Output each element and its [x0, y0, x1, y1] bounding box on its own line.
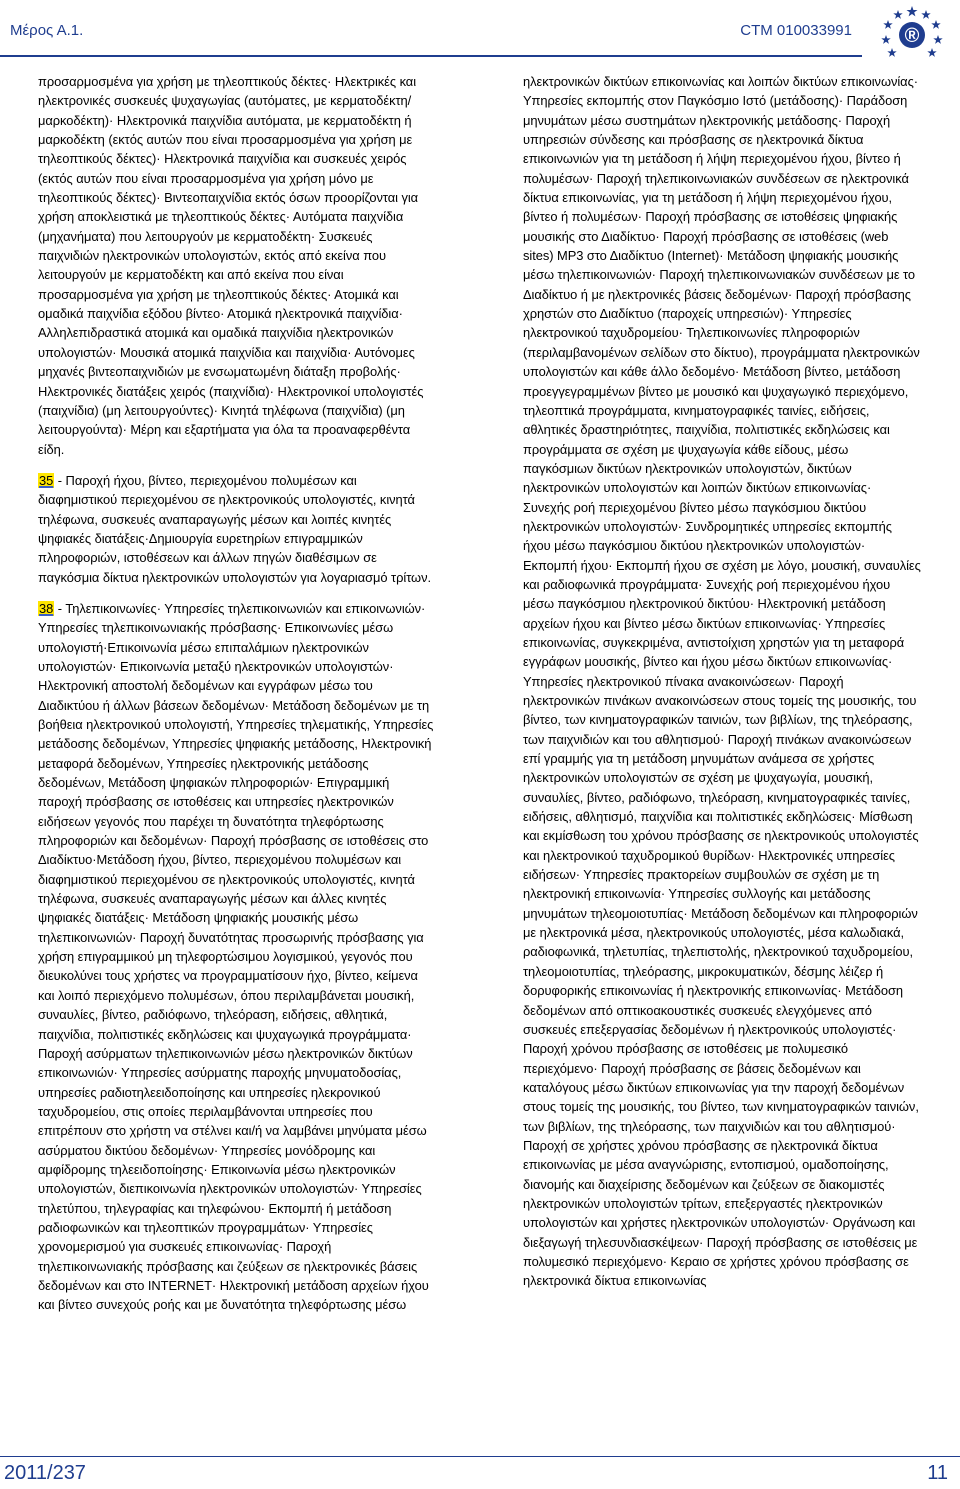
class-38-number: 38	[39, 600, 54, 616]
paragraph-class-38-continued: ηλεκτρονικών δικτύων επικοινωνίας και λοιπών δικτύων επικοινωνίας· Υπηρεσίες εκπομπής στον Παγκόσμιο Ιστό (μετάδοσης)· Παράδοση μηνυμάτων μέσω συστημάτων ηλεκτρονικής μετάδοσης· Παροχή υπηρεσιών σύνδεσης και πρόσβασης σε ηλεκτρονικά δίκτυα επικοινωνιών για τη μετάδοση ή λήψη περιεχομένου ήχου, βίντεο ή πολυμέσων· Παροχή τηλεπικοινωνιακών συνδέσεων σε ηλεκτρονικά δίκτυα επικοινωνίας, για τη μετάδοση ή λήψη περιεχομένου ήχου, βίντεο ή πολυμέσων· Παροχή πρόσβασης σε ιστοθέσεις ψηφιακής μουσικής στο Διαδίκτυο· Παροχή πρόσβασης σε ιστοθέσεις (web sites) MP3 στο Διαδίκτυο (Internet)· Μετάδοση ψηφιακής μουσικής μέσω τηλεπικοινωνιών· Παροχή τηλεπικοινωνιακών συνδέσεων με το Διαδίκτυο ή με ηλεκτρονικές βάσεις δεδομένων· Παροχή πρόσβασης χρηστών στο Διαδίκτυο (παροχείς υπηρεσιών)· Υπηρεσίες ηλεκτρονικού ταχυδρομείου· Τηλεπικοινωνίες πληροφοριών (περιλαμβανομένων σελίδων στο δίκτυο), προγράμματα ηλεκτρονικών υπολογιστών και κάθε άλλο δεδομένο· Μετάδοση βίντεο, μετάδοση προεγγεγραμμένων βίντεο με μουσικό και ψυχαγωγικό περιεχόμενο, τηλεοπτικά προγράμματα, κινηματογραφικές ταινίες, ειδήσεις, αθλητικές δραστηριότητες, παιχνίδια, πολιτιστικές εκδηλώσεις και προγράμματα σε σχέση με ψυχαγωγία κάθε είδους, μέσω παγκόσμιων δικτύων ηλεκτρονικών υπολογιστών, δικτύων ηλεκτρονικών υπολογιστών και λοιπών δικτύων επικοινωνίας· Συνεχής ροή περιεχομένου βίντεο μέσω παγκόσμιου δικτύου ηλεκτρονικών υπολογιστών· Συνδρομητικές υπηρεσίες εκπομπής ήχου μέσω παγκόσμιου δικτύου ηλεκτρονικών υπολογιστών· Εκπομπή ήχου· Εκπομπή ήχου σε σχέση με λόγο, μουσική, συναυλίες και ραδιοφωνικά προγράμματα· Συνεχής ροή περιεχομένου ήχου μέσω παγκόσμιου ηλεκτρονικού δικτύου· Ηλεκτρονική μετάδοση αρχείων ήχου και βίντεο μέσω δικτύων επικοινωνίας· Υπηρεσίες επικοινωνίας, συγκεκριμένα, αντιστοίχιση χρηστών για τη μεταφορά εγγράφων μουσικής, βίντεο και ήχου μέσω δικτύων επικοινωνίας· Υπηρεσίες ηλεκτρονικού πίνακα ανακοινώσεων· Παροχή ηλεκτρονικών πινάκων ανακοινώσεων στους τομείς της μουσικής, του βίντεο, των κινηματογραφικών ταινιών, των βιβλίων, της τηλεόρασης, των παιχνιδιών και του αθλητισμού· Παροχή πινάκων ανακοινώσεων επί γραμμής για τη μετάδοση μηνυμάτων ανάμεσα σε χρήστες ηλεκτρονικών υπολογιστών σε σχέση με ψυχαγωγία, μουσική, συναυλίες, βίντεο, ραδιόφωνο, τηλεόραση, κινηματογραφικές ταινίες, ειδήσεις, αθλητισμό, παιχνίδια και πολιτιστικές εκδηλώσεις· Μίσθωση και εκμίσθωση του χρόνου πρόσβασης σε ηλεκτρονικούς υπολογιστές και ηλεκτρονικού ταχυδρομικού θυρίδων· Ηλεκτρονικές υπηρεσίες ειδήσεων· Υπηρεσίες πρακτορείων συμβουλών σε σχέση με τη ηλεκτρονική επικοινωνία· Υπηρεσίες συλλογής και μετάδοσης μηνυμάτων τηλεομοιοτυπίας· Μετάδοση δεδομένων και πληροφοριών με ηλεκτρονικά μέσα, ηλεκτρονικούς υπολογιστές, μέσα καλωδιακά, ραδιοφωνικά, τηλετυπίας, τηλεπιστολής, ηλεκτρονικού ταχυδρομείου, τηλεομοιοτυπίας, τηλεόρασης, μικροκυματικών, δέσμης λέιζερ ή δορυφορικής επικοινωνίας ή ηλεκτρονικής επικοινωνίας· Μετάδοση δεδομένων από οπτικοακουστικές συσκευές ελεγχόμενες από συσκευές επεξεργασίας δεδομένων ή ηλεκτρονικούς υπολογιστές· Παροχή χρόνου πρόσβασης σε ιστοθέσεις με πολυμεσικό περιεχόμενο· Παροχή πρόσβασης σε βάσεις δεδομένων και καταλόγους μέσω δικτύων επικοινωνίας για την παροχή δεδομένων στους τομείς της μουσικής, του βίντεο, των κινηματογραφικών ταινιών, των βιβλίων, της τηλεόρασης, των παιχνιδιών και του αθλητισμού· Παροχή σε χρήστες χρόνου πρόσβασης σε ηλεκτρονικά δίκτυα επικοινωνίας με μέσα αναγνώρισης, εντοπισμού, ομαδοποίησης, διανομής και διαχείρισης δεδομένων και ζεύξεων σε διακομιστές ηλεκτρονικών υπολογιστών τρίτων, επεξεργαστές ηλεκτρονικών υπολογιστών και χρήστες ηλεκτρονικών υπολογιστών· Οργάνωση και διεξαγωγή τηλεσυνδιασκέψεων· Παροχή πρόσβασης σε ιστοθέσεις με πολυμεσικό περιεχόμενο· Κεραιο σε χρήστες χρόνου πρόσβασης σε ηλεκτρονικά δίκτυα επικοινωνίας	[523, 74, 921, 1289]
page-header	[0, 0, 960, 64]
paragraph-class-35	[38, 471, 436, 587]
right-column	[523, 72, 921, 1303]
eu-stars-logo-icon	[880, 5, 944, 63]
ctm-number: CTM 010033991	[740, 22, 852, 39]
bulletin-number: 2011/237	[4, 1462, 86, 1484]
left-column	[38, 72, 436, 1327]
class-35-text: - Παροχή ήχου, βίντεο, περιεχομένου πολυμέσων και διαφημιστικού περιεχομένου σε ηλεκτρονικούς υπολογιστές, κινητά τηλέφωνα, συσκευές αναπαραγωγής μέσων και λοιπές κινητές ψηφιακές διατάξεις·Δημιουργία ευρετηρίων επιγραμμικών πληροφοριών, ιστοθέσεων και άλλων πηγών διαθέσιμων σε παγκόσμια δίκτυα ηλεκτρονικών υπολογιστών για λογαριασμό τρίτων.	[38, 472, 431, 585]
class-38-text: - Τηλεπικοινωνίες· Υπηρεσίες τηλεπικοινωνιών και επικοινωνιών· Υπηρεσίες τηλεπικοινωνιακής πρόσβασης· Επικοινωνίες μέσω υπολογιστή·Επικοινωνία μέσω επιπαλάμιων ηλεκτρονικών υπολογιστών· Επικοινωνία μεταξύ ηλεκτρονικών υπολογιστών· Ηλεκτρονική αποστολή δεδομένων και εγγράφων μέσω του Διαδικτύου ή άλλων βάσεων δεδομένων· Μετάδοση δεδομένων με τη βοήθεια ηλεκτρονικού υπολογιστή, Υπηρεσίες τηλεματικής, Υπηρεσίες μετάδοσης δεδομένων, Υπηρεσίες ψηφιακής μετάδοσης, Ηλεκτρονική μεταφορά δεδομένων, Υπηρεσίες ηλεκτρονικής μετάδοσης δεδομένων, Μετάδοση ψηφιακών πληροφοριών· Επιγραμμική παροχή πρόσβασης σε ιστοθέσεις και υπηρεσίες ηλεκτρονικών ειδήσεων γεγονός που παρέχει τη δυνατότητα τηλεφόρτωσης πληροφοριών και δεδομένων· Παροχή πρόσβασης σε ιστοθέσεις στο Διαδίκτυο·Μετάδοση ήχου, βίντεο, περιεχομένου πολυμέσων και διαφημιστικού περιεχομένου σε ηλεκτρονικούς υπολογιστές, κινητά τηλέφωνα, συσκευές αναπαραγωγής μέσων και άλλες κινητές ψηφιακές διατάξεις· Μετάδοση ψηφιακής μουσικής μέσω τηλεπικοινωνιών· Παροχή δυνατότητας προσωρινής πρόσβασης για χρήση επιγραμμικού μη τηλεφορτώσιμου λογισμικού, γεγονός που διευκολύνει τους χρήστες να προγραμματίσουν ήχο, βίντεο, κείμενα και λοιπό περιεχόμενο πολυμέσων, όπου περιλαμβάνεται μουσική, συναυλίες, βίντεο, ραδιόφωνο, τηλεόραση, ειδήσεις, αθλητικά, παιχνίδια, πολιτιστικές εκδηλώσεις και ψυχαγωγικά προγράμματα· Παροχή ασύρματων τηλεπικοινωνιών μέσω ηλεκτρονικών δικτύων επικοινωνιών· Υπηρεσίες ασύρματης παροχής μηνυματοδοσίας, υπηρεσίες ραδιοτηλεειδοποίησης και υπηρεσίες ηλεκρονικού ταχυδρομείου, στις οποίες περιλαμβάνονται υπηρεσίες που επιτρέπουν στο χρήστη να στέλνει και/ή να λαμβάνει μηνύματα μέσω ασύρματου δικτύου δεδομένων· Υπηρεσίες μονόδρομης και αμφίδρομης τηλεειδοποίησης· Επικοινωνία μέσω ηλεκτρονικών υπολογιστών, διεπικοινωνία ηλεκτρονικών υπολογιστών· Υπηρεσίες τηλετύπου, τηλεγραφίας και τηλεφώνου· Εκπομπή ή μετάδοση ραδιοφωνικών και τηλεοπτικών προγραμμάτων· Υπηρεσίες χρονομερισμού για συσκευές επικοινωνίας· Παροχή τηλεπικοινωνιακής πρόσβασης και ζεύξεων σε ηλεκτρονικές βάσεις δεδομένων και στο INTERNET· Ηλεκτρονική μετάδοση αρχείων ήχου και βίντεο συνεχούς ροής και με δυνατότητα τηλεφόρτωσης μέσω	[38, 600, 434, 1313]
page-number: 11	[927, 1462, 948, 1484]
paragraph-class-28-continued: προσαρμοσμένα για χρήση με τηλεοπτικούς δέκτες· Ηλεκτρικές και ηλεκτρονικές συσκευές ψυχαγωγίας (αυτόματες, με κερματοδέκτη/μαρκοδέκτη)· Ηλεκτρονικά παιχνίδια αυτόματα, με κερματοδέκτη ή μαρκοδέκτη (εκτός αυτών που είναι προσαρμοσμένα για χρήση με τηλεοπτικούς δέκτες)· Ηλεκτρονικά παιχνίδια και συσκευές χειρός (εκτός αυτών που είναι προσαρμοσμένα για χρήση μόνο με τηλεοπτικούς δέκτες)· Βιντεοπαιχνίδια εκτός όσων προορίζονται για χρήση αποκλειστικά με τηλεοπτικούς δέκτες· Αυτόματα παιχνίδια (μηχανήματα) που λειτουργούν με κερματοδέκτη· Συσκευές παιχνιδιών ηλεκτρονικών υπολογιστών, εκτός από εκείνα που λειτουργούν με κερματοδέκτη και από εκείνα που είναι προσαρμοσμένα για χρήση με τηλεοπτικούς δέκτες· Ατομικά και ομαδικά παιχνίδια εξόδου βίντεο· Ατομικά ηλεκτρονικά παιχνίδια· Αλληλεπιδραστικά ατομικά και ομαδικά παιχνίδια ηλεκτρονικών υπολογιστών· Μουσικά ατομικά παιχνίδια και παιχνίδια· Αυτόνομες μηχανές βιντεοπαιχνιδιών με ενσωματωμένη διάταξη προβολής· Ηλεκτρονικές διατάξεις χειρός (παιχνίδια)· Ηλεκτρονικοί υπολογιστές (παιχνίδια) (μη λειτουργούντες)· Κινητά τηλέφωνα (παιχνίδια) (μη λειτουργούντα)· Μέρη και εξαρτήματα για όλα τα προαναφερθέντα είδη.	[38, 74, 424, 457]
svg-text:®: ®	[904, 25, 920, 47]
class-35-number: 35	[39, 472, 54, 488]
paragraph-class-38	[38, 599, 436, 1315]
section-label: Μέρος Α.1.	[10, 22, 84, 39]
footer-divider	[0, 1456, 960, 1457]
header-divider	[0, 55, 862, 57]
